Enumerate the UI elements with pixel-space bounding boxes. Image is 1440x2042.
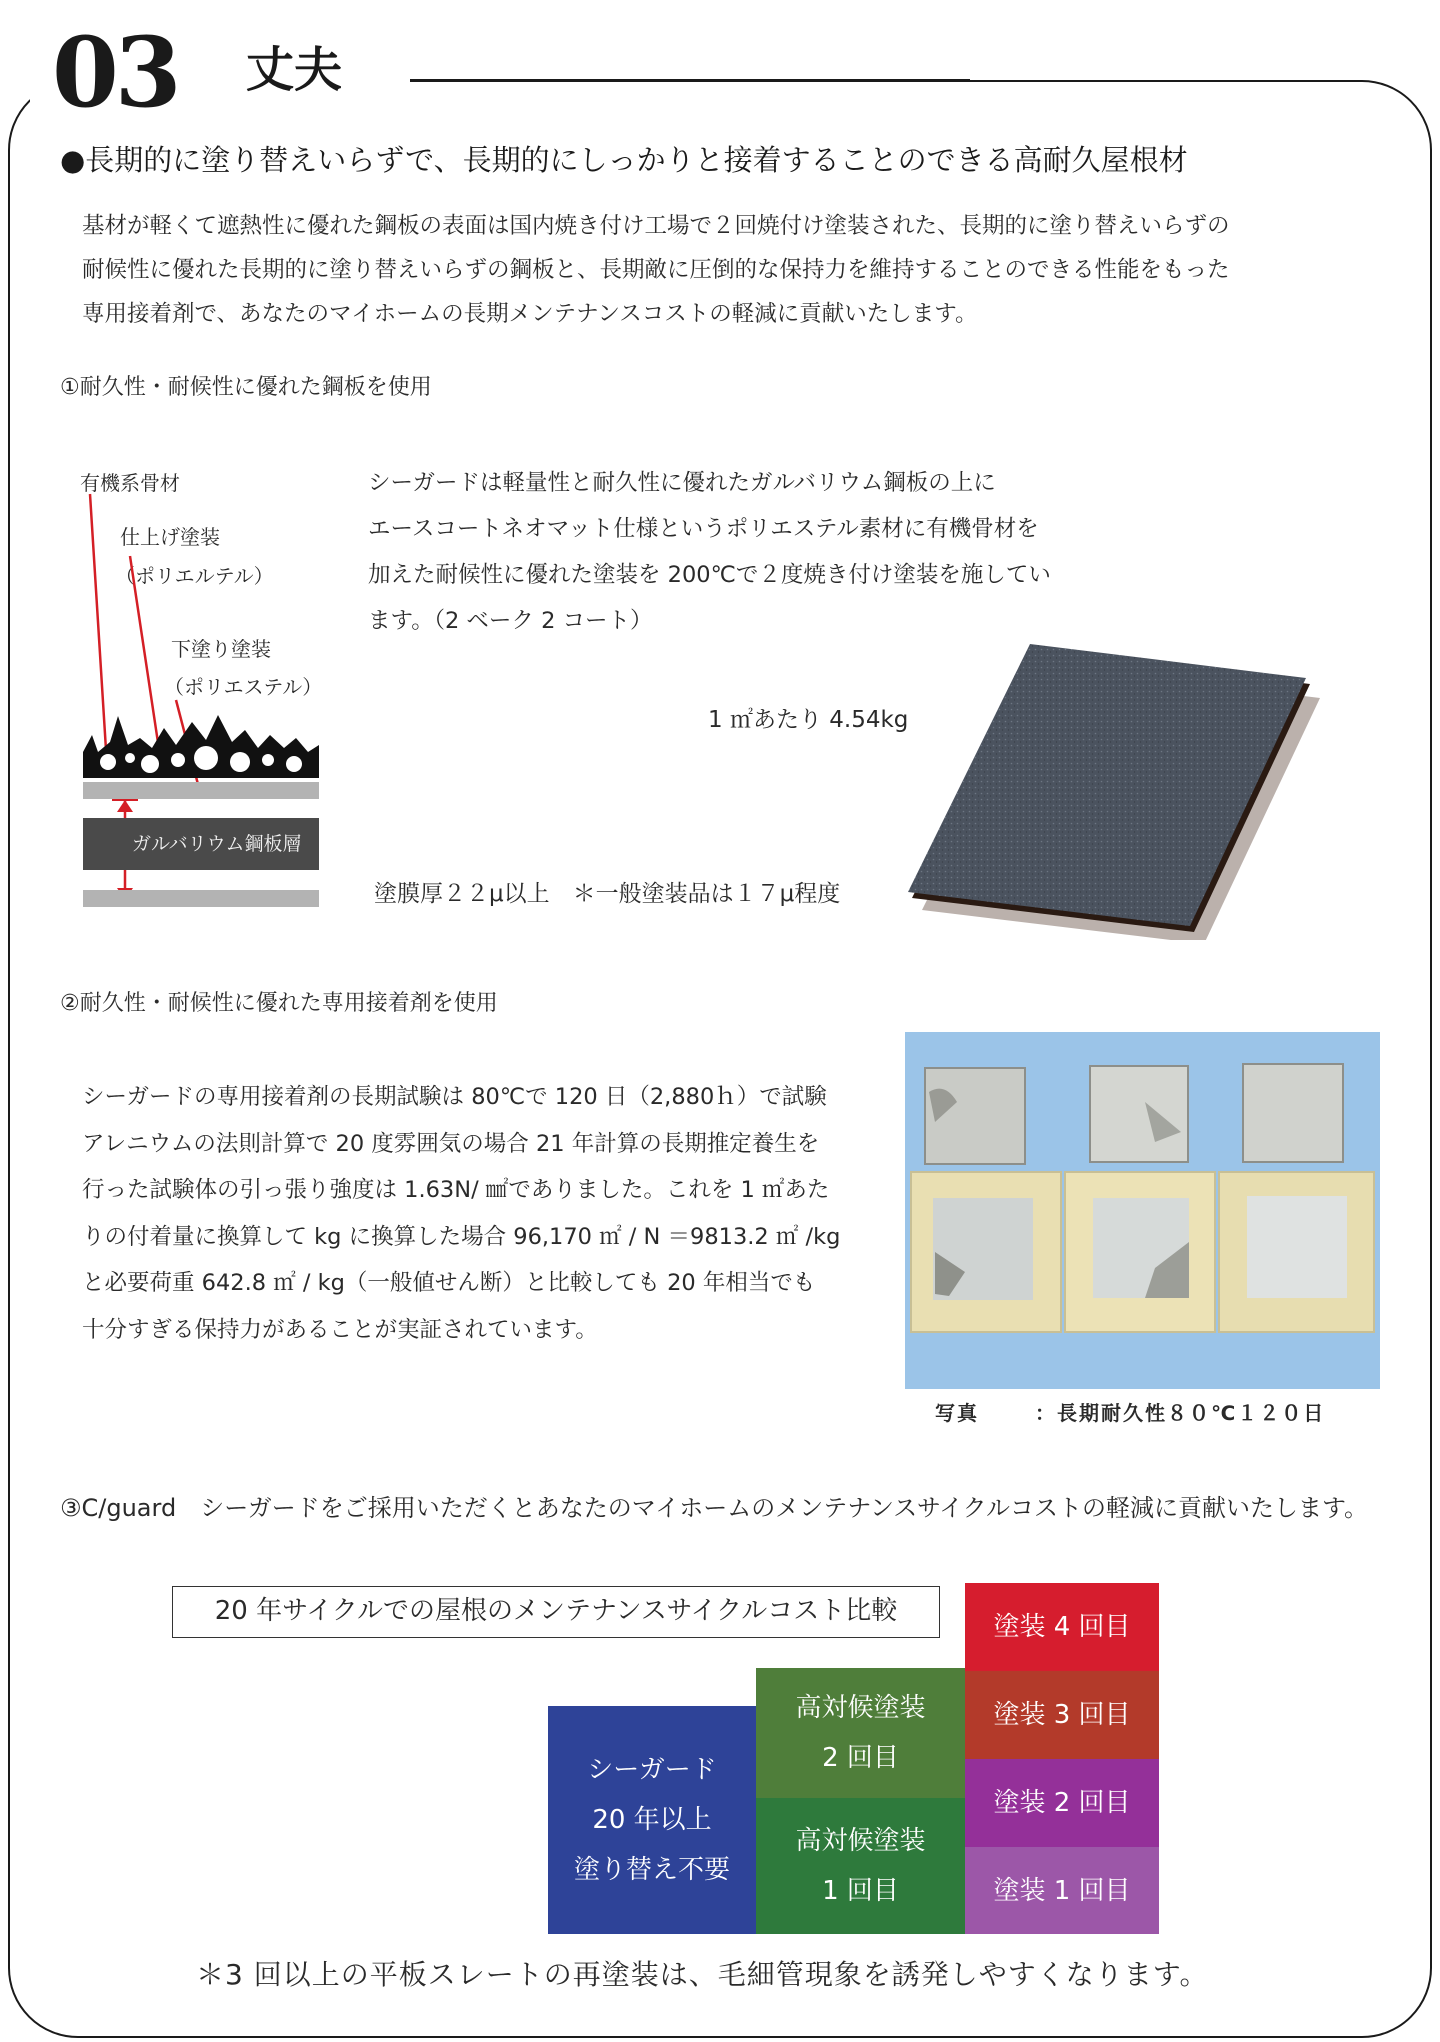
- seagard-line: シーガード: [587, 1755, 717, 1785]
- primer-layer: [83, 782, 319, 799]
- thickness-note: 塗膜厚２２μ以上 ＊一般塗装品は１７μ程度: [374, 881, 841, 907]
- section1-heading: ①耐久性・耐候性に優れた鋼板を使用: [60, 375, 432, 400]
- aggregate-particle: [125, 753, 135, 763]
- aggregate-particle: [141, 755, 159, 773]
- back-layer: [83, 890, 319, 907]
- high-durability-1-block: [756, 1798, 965, 1934]
- paint-1-block: [965, 1847, 1159, 1934]
- roof-panel-image: [890, 612, 1320, 940]
- body-line: シーガードの専用接着剤の長期試験は 80℃で 120 日（2,880ｈ）で試験: [82, 1084, 827, 1110]
- aggregate-particle: [171, 753, 185, 767]
- section-number: 03: [52, 16, 178, 129]
- block-label: 塗装 2 回目: [993, 1788, 1131, 1818]
- body-line: 行った試験体の引っ張り強度は 1.63N/ ㎟でありました。これを 1 ㎡あた: [82, 1177, 830, 1203]
- headline: ●長期的に塗り替えいらずで、長期的にしっかりと接着することのできる高耐久屋根材: [60, 143, 1188, 177]
- footnote: ＊3 回以上の平板スレートの再塗装は、毛細管現象を誘発しやすくなります。: [196, 1958, 1209, 1991]
- seagard-block: [548, 1706, 756, 1934]
- section2-body: [82, 1074, 840, 1353]
- description-line: ます。（2 ベーク 2 コート）: [368, 608, 653, 634]
- aggregate-particle: [230, 752, 250, 772]
- block-line: 1 回目: [822, 1876, 899, 1906]
- label-top-coat: 仕上げ塗装: [120, 525, 220, 549]
- caption-text: ：長期耐久性８０℃１２０日: [1035, 1401, 1326, 1425]
- block-line: 高対候塗装: [795, 1826, 926, 1856]
- weight-note: 1 ㎡あたり 4.54kg: [708, 707, 909, 733]
- seagard-line: 塗り替え不要: [573, 1855, 730, 1885]
- body-line: と必要荷重 642.8 ㎡ / kg（一般値せん断）と比較しても 20 年相当でも: [82, 1270, 816, 1296]
- test-block: [1090, 1066, 1188, 1162]
- panel-surface: [908, 644, 1306, 926]
- paint-2-block: [965, 1759, 1159, 1847]
- test-block: [1243, 1064, 1343, 1162]
- block-label: 塗装 1 回目: [993, 1875, 1131, 1906]
- adhesion-test-photo: [905, 1032, 1380, 1389]
- description-line: 加えた耐候性に優れた塗装を 200℃で２度焼き付け塗装を施してい: [368, 562, 1051, 588]
- paint-3-block: [965, 1671, 1159, 1759]
- label-under-coat-sub: （ポリエステル）: [164, 675, 323, 699]
- title-rule: [410, 78, 970, 86]
- block-line: 2 回目: [822, 1743, 899, 1773]
- aggregate-particle: [262, 754, 274, 766]
- aggregate-particle: [286, 756, 302, 772]
- caption-label: 写真: [935, 1401, 979, 1425]
- label-under-coat: 下塗り塗装: [171, 637, 271, 661]
- section2-heading: ②耐久性・耐候性に優れた専用接着剤を使用: [60, 991, 498, 1016]
- steel-layer: ガルバリウム鋼板層: [83, 818, 319, 870]
- aggregate-particle: [194, 746, 218, 770]
- label-aggregate: 有機系骨材: [80, 471, 180, 495]
- intro-line: 耐候性に優れた長期的に塗り替えいらずの鋼板と、長期敵に圧倒的な保持力を維持することのできる性能をもった: [82, 257, 1230, 283]
- intro-line: 基材が軽くて遮熱性に優れた鋼板の表面は国内焼き付け工場で２回焼付け塗装された、長期的に塗り替えいらずの: [82, 213, 1230, 239]
- description-line: シーガードは軽量性と耐久性に優れたガルバリウム鋼板の上に: [368, 470, 996, 496]
- body-line: アレニウムの法則計算で 20 度雰囲気の場合 21 年計算の長期推定養生を: [82, 1130, 820, 1157]
- leader-line-aggregate: [90, 494, 106, 750]
- high-durability-2-block: [756, 1668, 965, 1798]
- body-line: りの付着量に換算して kg に換算した場合 96,170 ㎡ / N ＝9813.2 ㎡ /kg: [82, 1223, 841, 1250]
- comparison-title: 20 年サイクルでの屋根のメンテナンスサイクルコスト比較: [172, 1586, 940, 1638]
- block-line: 高対候塗装: [795, 1693, 926, 1723]
- photo-caption: [935, 1398, 1325, 1428]
- block-label: 塗装 3 回目: [993, 1700, 1131, 1730]
- intro-line: 専用接着剤で、あなたのマイホームの長期メンテナンスコストの軽減に貢献いたします。: [82, 301, 978, 327]
- description-line: エースコートネオマット仕様というポリエステル素材に有機骨材を: [368, 516, 1039, 542]
- aggregate-particle: [100, 754, 116, 770]
- body-line: 十分すぎる保持力があることが実証されています。: [82, 1316, 598, 1343]
- block-label: 塗装 4 回目: [993, 1612, 1131, 1642]
- section-title: 丈夫: [246, 42, 343, 98]
- leader-line-top-coat: [130, 556, 160, 756]
- label-top-coat-sub: （ポリエルテル）: [115, 564, 274, 588]
- paint-4-block: [965, 1583, 1159, 1671]
- section3-heading: ③C/guard シーガードをご採用いただくとあなたのマイホームのメンテナンスサイクルコストの軽減に貢献いたします。: [60, 1494, 1369, 1522]
- arrow-head-top: [117, 800, 133, 812]
- seagard-line: 20 年以上: [592, 1805, 712, 1835]
